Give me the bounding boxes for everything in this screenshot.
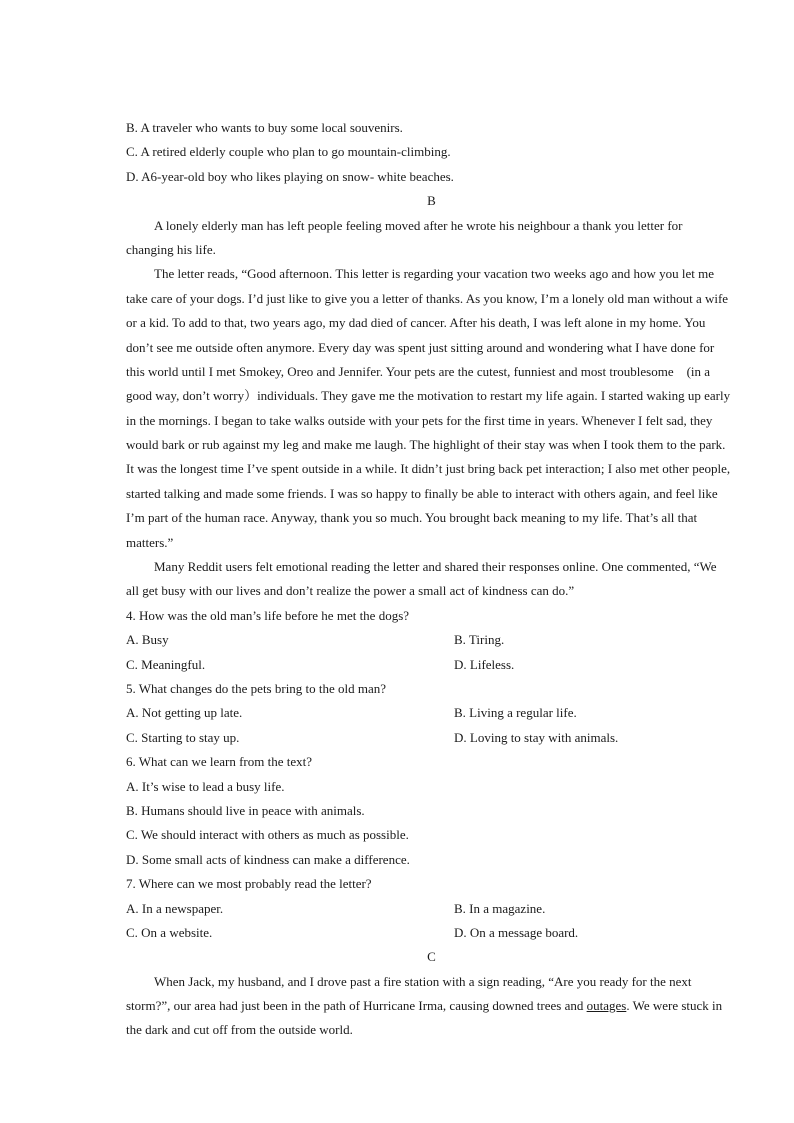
- q4-option-b: B. Tiring.: [454, 632, 505, 648]
- passage-c-line: [126, 994, 737, 1018]
- passage-b-para1-line: changing his life.: [126, 241, 216, 257]
- passage-b-para2-line: It was the longest time I’ve spent outside in a while. It didn’t just bring back pet interaction; I also met other people,: [126, 461, 731, 477]
- passage-b-para2-line: don’t see me outside often anymore. Every day was spent just sitting around and wondering what I have done for: [126, 339, 715, 355]
- question-5-options-row: [126, 726, 737, 750]
- q7-option-b: B. In a magazine.: [454, 900, 546, 916]
- q7-option-c: C. On a website.: [126, 924, 213, 940]
- underlined-word: outages: [586, 998, 627, 1014]
- question-7: 7. Where can we most probably read the letter?: [126, 876, 372, 892]
- question-5: 5. What changes do the pets bring to the old man?: [126, 680, 387, 696]
- passage-b-para2-line: I’m part of the human race. Anyway, thank you so much. You brought back meaning to my life. That’s all that: [126, 510, 698, 526]
- passage-c-line: When Jack, my husband, and I drove past a fire station with a sign reading, “Are you ready for the next: [154, 973, 692, 989]
- passage-b-para2-line: good way, don’t worry）individuals. They gave me the motivation to restart my life again. I started waking up early: [126, 388, 731, 404]
- passage-b-para2-line: take care of your dogs. I’d just like to give you a letter of thanks. As you know, I’m a lonely old man without a wife: [126, 290, 729, 306]
- passage-b-para2-line: matters.”: [126, 534, 174, 550]
- q5-option-a: A. Not getting up late.: [126, 705, 243, 721]
- q5-option-d: D. Loving to stay with animals.: [454, 729, 619, 745]
- passage-b-para1-line: A lonely elderly man has left people feeling moved after he wrote his neighbour a thank you letter for: [154, 217, 683, 233]
- question-6: 6. What can we learn from the text?: [126, 754, 313, 770]
- prev-option-b: B. A traveler who wants to buy some local souvenirs.: [126, 120, 403, 135]
- question-7-options-row: [126, 921, 737, 945]
- question-7-options-row: [126, 897, 737, 921]
- prev-option-c: C. A retired elderly couple who plan to go mountain-climbing.: [126, 144, 451, 160]
- question-4-options-row: [126, 653, 737, 677]
- passage-c-text: storm?”, our area had just been in the path of Hurricane Irma, causing downed trees and: [126, 998, 587, 1014]
- question-4-options-row: [126, 628, 737, 652]
- q4-option-c: C. Meaningful.: [126, 656, 206, 672]
- q7-option-a: A. In a newspaper.: [126, 900, 224, 916]
- section-c-heading: C: [427, 949, 436, 965]
- q5-option-c: C. Starting to stay up.: [126, 729, 240, 745]
- passage-b-para2-line: in the mornings. I began to take walks outside with your pets for the first time in years. Whenever I felt sad, they: [126, 412, 713, 428]
- passage-b-para2-line: The letter reads, “Good afternoon. This letter is regarding your vacation two weeks ago and how you let me: [154, 266, 715, 282]
- passage-b-para3-line: Many Reddit users felt emotional reading the letter and shared their responses online. One commented, “We: [154, 559, 717, 575]
- section-b-heading: B: [427, 193, 436, 209]
- q7-option-d: D. On a message board.: [454, 924, 579, 940]
- page-content: [126, 116, 737, 1043]
- question-5-options-row: [126, 701, 737, 725]
- q4-option-d: D. Lifeless.: [454, 656, 515, 672]
- q6-option-b: B. Humans should live in peace with animals.: [126, 802, 365, 818]
- passage-b-para3-line: all get busy with our lives and don’t realize the power a small act of kindness can do.”: [126, 583, 575, 599]
- passage-b-para2-line: would bark or rub against my leg and make me laugh. The highlight of their stay was when I took them to the park.: [126, 437, 726, 453]
- passage-c-text: . We were stuck in: [626, 998, 723, 1014]
- passage-b-para2-line: started talking and made some friends. I was so happy to finally be able to interact with others again, and feel like: [126, 485, 718, 501]
- passage-c-line: the dark and cut off from the outside world.: [126, 1022, 353, 1038]
- prev-option-d: D. A6-year-old boy who likes playing on snow- white beaches.: [126, 168, 454, 184]
- question-4: 4. How was the old man’s life before he met the dogs?: [126, 607, 410, 623]
- q4-option-a: A. Busy: [126, 632, 169, 648]
- q6-option-a: A. It’s wise to lead a busy life.: [126, 778, 285, 794]
- q6-option-c: C. We should interact with others as much as possible.: [126, 827, 409, 843]
- q5-option-b: B. Living a regular life.: [454, 705, 577, 721]
- passage-b-para2-line: this world until I met Smokey, Oreo and Jennifer. Your pets are the cutest, funniest and most troublesome (in a: [126, 363, 711, 379]
- passage-b-para2-line: or a kid. To add to that, two years ago, my dad died of cancer. After his death, I was left alone in my home. You: [126, 315, 706, 331]
- q6-option-d: D. Some small acts of kindness can make a difference.: [126, 851, 410, 867]
